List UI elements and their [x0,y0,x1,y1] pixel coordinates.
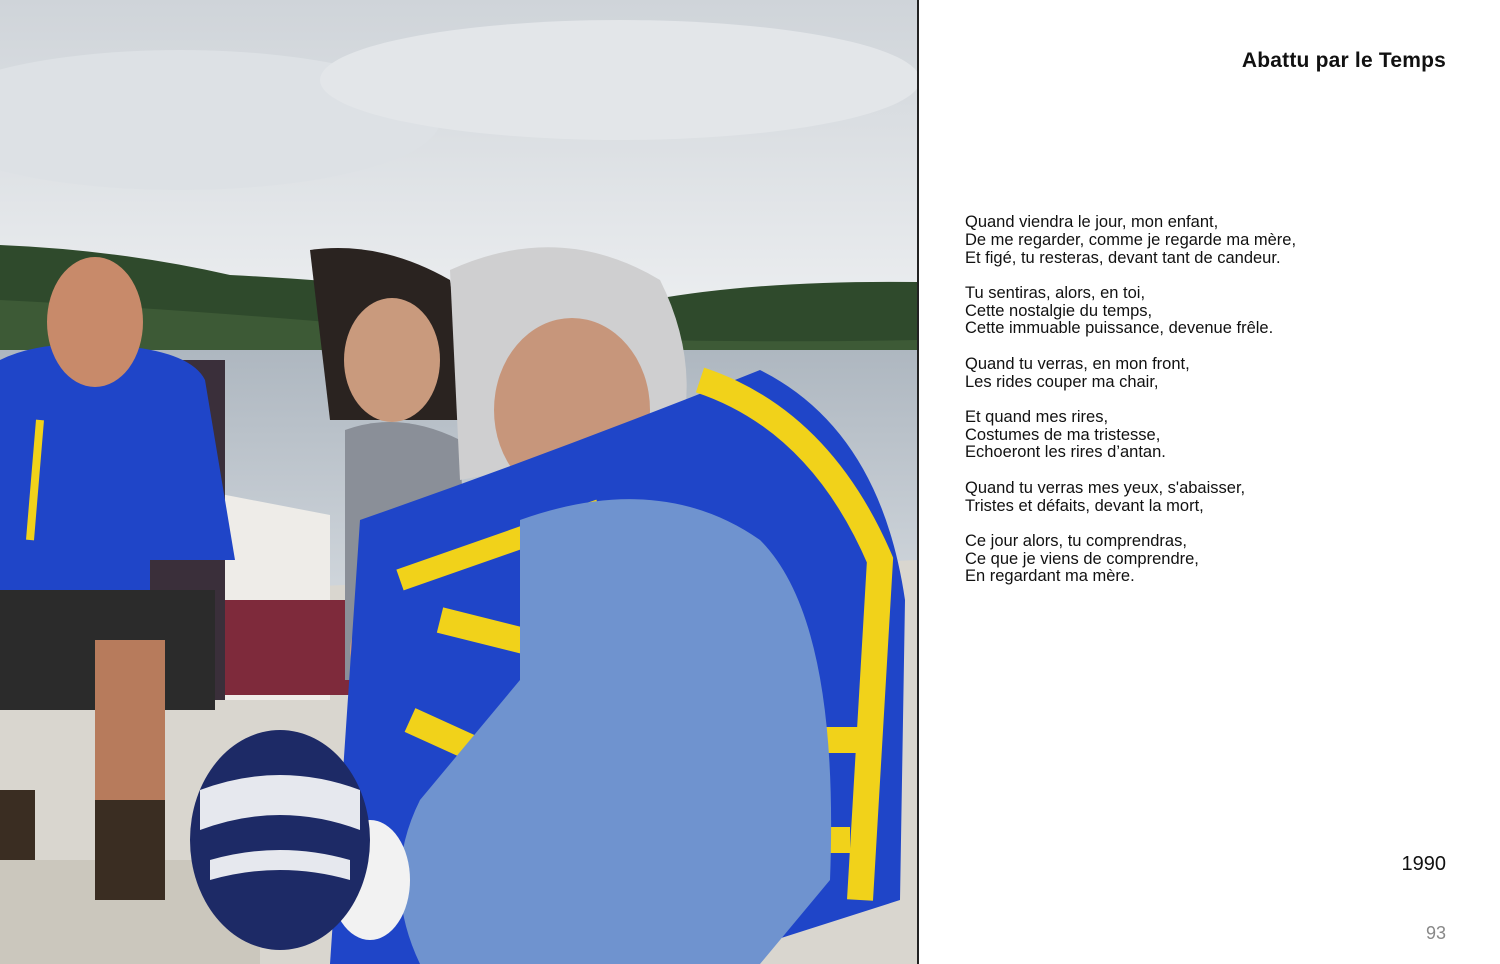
poem-line: Cette nostalgie du temps, [965,301,1153,320]
stanza-6 [965,533,1465,586]
poem-line: De me regarder, comme je regarde ma mère, [965,230,1297,249]
poem-line: Quand tu verras mes yeux, s'abaisser, [965,478,1246,497]
stanza-2 [965,285,1465,338]
poem-line: Ce jour alors, tu comprendras, [965,531,1187,550]
page-number: 93 [1425,923,1446,943]
poem-line: Tristes et défaits, devant la mort, [965,496,1204,515]
poem-line: Les rides couper ma chair, [965,372,1159,391]
poem-line: Costumes de ma tristesse, [965,425,1161,444]
stanza-3 [965,356,1465,392]
poem-line: Tu sentiras, alors, en toi, [965,283,1146,302]
stanza-1 [965,214,1465,267]
text-page [919,0,1500,964]
poem-line: Echoeront les rires d’antan. [965,443,1166,462]
poem-year: 1990 [1401,853,1446,875]
stanza-4 [965,409,1465,462]
poem-line: En regardant ma mère. [965,567,1135,586]
poem-body [965,214,1465,604]
poem-line: Cette immuable puissance, devenue frêle. [965,319,1274,338]
poem-line: Quand viendra le jour, mon enfant, [965,213,1219,231]
knit-hat [190,730,370,950]
stanza-5 [965,480,1465,516]
poem-line: Et quand mes rires, [965,407,1109,426]
poem-line: Ce que je viens de comprendre, [965,549,1199,568]
poem-line: Et figé, tu resteras, devant tant de candeur. [965,248,1281,267]
poem-line: Quand tu verras, en mon front, [965,354,1190,373]
poem-title: Abattu par le Temps [1241,49,1446,72]
